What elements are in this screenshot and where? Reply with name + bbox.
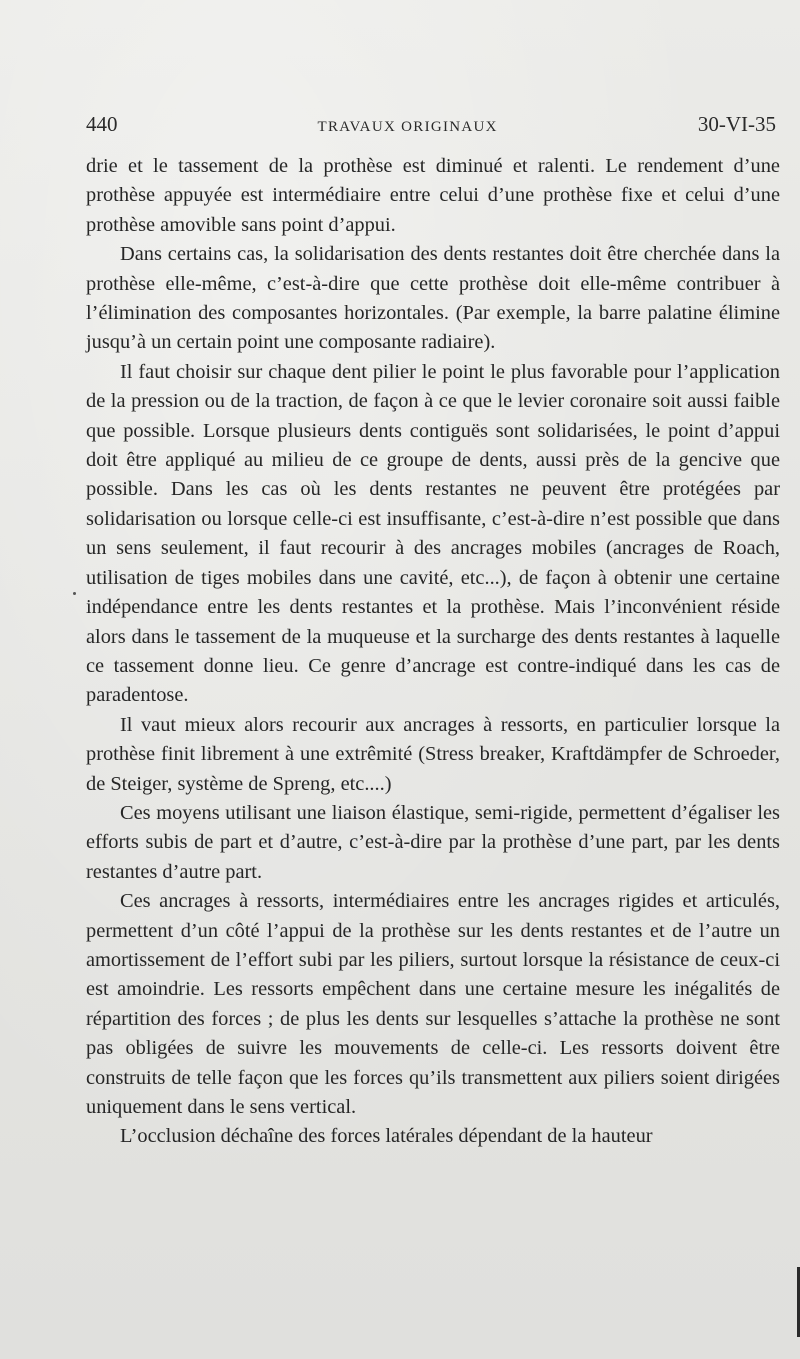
- paragraph-3: Il faut choisir sur chaque dent pilier le point le plus favorable pour l’application de la pression ou de la traction, de façon à ce que le levier coronaire soit aussi faible que possible. Lorsque plusieurs dents contiguës sont solidarisées, le point d’appui doit être appliqué au milieu de ce groupe de dents, aussi près de la gencive que possible. Dans les cas où les dents restantes ne peuvent être protégées par solidarisation ou lorsque celle-ci est insuffisante, c’est-à-dire n’est possible que dans un sens seulement, il faut recourir à des ancrages mobiles (ancrages de Roach, utilisation de tiges mobiles dans une cavité, etc...), de façon à obtenir une certaine indépendance entre les dents restantes et la prothèse. Mais l’inconvénient réside alors dans le tassement de la muqueuse et la surcharge des dents restantes à laquelle ce tassement donne lieu. Ce genre d’ancrage est contre-indiqué dans les cas de paradentose.: [86, 360, 780, 707]
- paragraph-1: drie et le tassement de la prothèse est diminué et ralenti. Le rendement d’une prothèse appuyée est intermédiaire entre celui d’une prothèse fixe et celui d’une prothèse amovible sans point d’appui.: [86, 155, 780, 236]
- running-header: [86, 112, 776, 142]
- paragraph-7: L’occlusion déchaîne des forces latérales dépendant de la hauteur: [120, 1125, 653, 1148]
- paragraph-2: Dans certains cas, la solidarisation des dents restantes doit être cherchée dans la prothèse elle-même, c’est-à-dire que cette prothèse doit elle-même contribuer à l’élimination des composantes horizontales. (Par exemple, la barre palatine élimine jusqu’à un certain point une composante radiaire).: [86, 243, 780, 354]
- issue-date: 30-VI-35: [697, 112, 776, 136]
- paragraph-6: Ces ancrages à ressorts, intermédiaires entre les ancrages rigides et articulés, permettent d’un côté l’appui de la prothèse sur les dents restantes et de l’autre un amortissement de l’effort subi par les piliers, surtout lorsque la résistance de ceux-ci est amoindrie. Les ressorts empêchent dans une certaine mesure les inégalités de répartition des forces ; de plus les dents sur lesquelles s’attache la prothèse ne sont pas obligées de suivre les mouvements de celle-ci. Les ressorts doivent être construits de telle façon que les forces qu’ils transmettent aux piliers soient dirigées uniquement dans le sens vertical.: [86, 890, 780, 1118]
- running-title: TRAVAUX ORIGINAUX: [317, 119, 498, 135]
- body-text: [86, 152, 780, 1152]
- margin-speck: [73, 592, 76, 595]
- paragraph-4: Il vaut mieux alors recourir aux ancrages à ressorts, en particulier lorsque la prothèse finit librement à une extrêmité (Stress breaker, Kraftdämpfer de Schroeder, de Steiger, système de Spreng, etc....): [86, 713, 780, 795]
- page-number: 440: [86, 112, 118, 136]
- paragraph-5: Ces moyens utilisant une liaison élastique, semi-rigide, permettent d’égaliser les efforts subis de part et d’autre, c’est-à-dire par la prothèse d’une part, par les dents restantes d’autre part.: [86, 801, 780, 883]
